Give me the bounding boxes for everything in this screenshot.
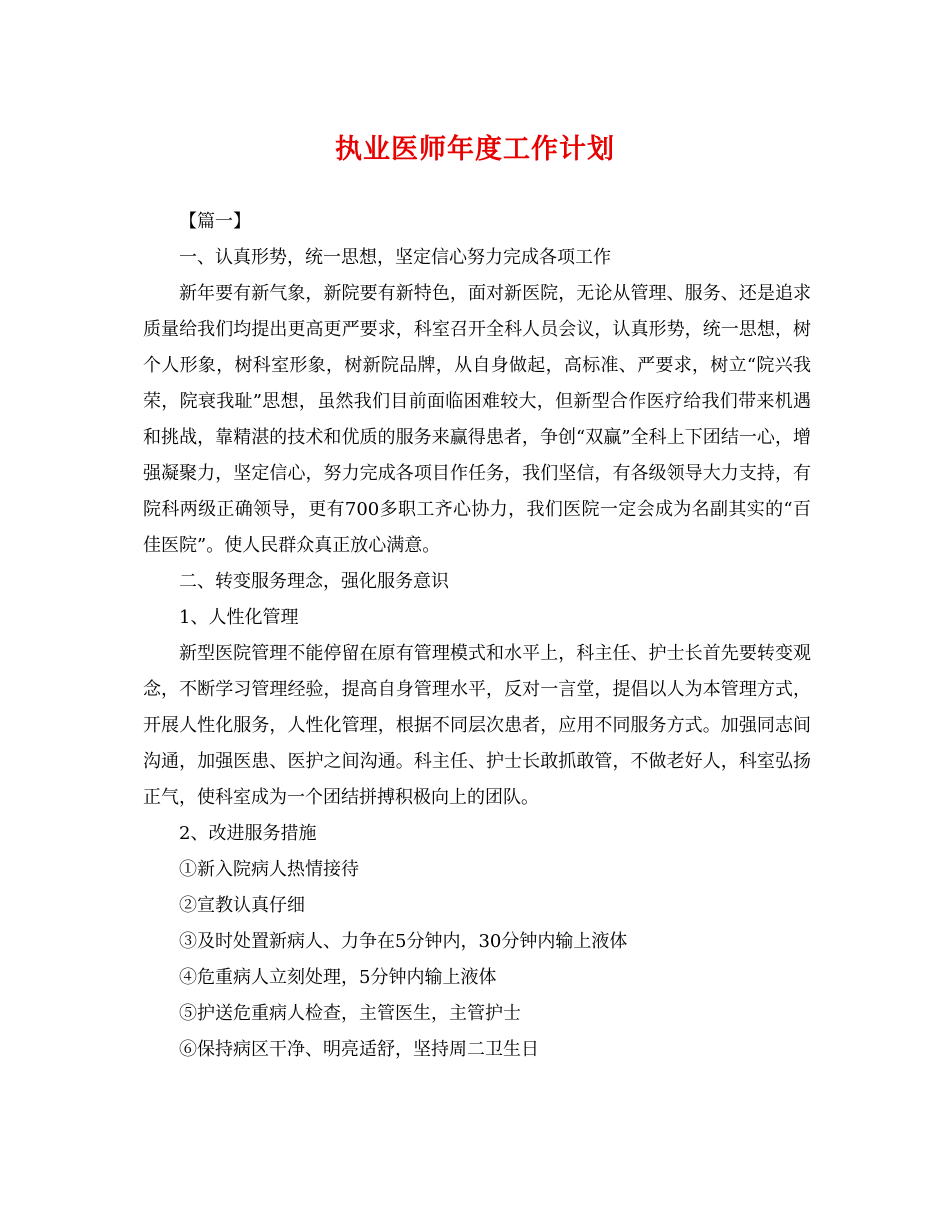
paragraph-1: 新年要有新气象，新院要有新特色，面对新医院，无论从管理、服务、还是追求质量给我们均提出更高更严要求，科室召开全科人员会议，认真形势，统一思想，树个人形象，树科室形象，树新院品牌，从自身做起，高标准、严要求，树立“院兴我荣，院衰我耻”思想，虽然我们目前面临困难较大，但新型合作医疗给我们带来机遇和挑战，靠精湛的技术和优质的服务来赢得患者，争创“双赢”全科上下团结一心，增强凝聚力，坚定信心，努力完成各项目作任务，我们坚信，有各级领导大力支持，有院科两级正确领导，更有700多职工齐心协力，我们医院一定会成为名副其实的“百佳医院”。使人民群众真正放心满意。 [143, 283, 811, 556]
section-label: 【篇一】 [179, 211, 251, 232]
document-body [143, 204, 811, 1068]
list-item: ⑤护送危重病人检查，主管医生，主管护士 [179, 1003, 521, 1024]
list-item: ①新入院病人热情接待 [179, 859, 359, 880]
list-item: ③及时处置新病人、力争在5分钟内，30分钟内输上液体 [179, 931, 628, 952]
paragraph-2: 新型医院管理不能停留在原有管理模式和水平上，科主任、护士长首先要转变观念，不断学习管理经验，提高自身管理水平，反对一言堂，提倡以人为本管理方式，开展人性化服务，人性化管理，根据不同层次患者，应用不同服务方式。加强同志间沟通，加强医患、医护之间沟通。科主任、护士长敢抓敢管，不做老好人，科室弘扬正气，使科室成为一个团结拼搏积极向上的团队。 [143, 643, 811, 808]
document-title: 执业医师年度工作计划 [335, 134, 615, 165]
subheading-1: 1、人性化管理 [179, 607, 299, 628]
heading-1: 一、认真形势，统一思想，坚定信心努力完成各项工作 [179, 247, 611, 268]
list-item: ②宣教认真仔细 [179, 895, 305, 916]
heading-2: 二、转变服务理念，强化服务意识 [179, 571, 449, 592]
list-item: ④危重病人立刻处理，5分钟内输上液体 [179, 967, 497, 988]
list-item: ⑥保持病区干净、明亮适舒，坚持周二卫生日 [179, 1039, 539, 1060]
subheading-2: 2、改进服务措施 [179, 823, 317, 844]
